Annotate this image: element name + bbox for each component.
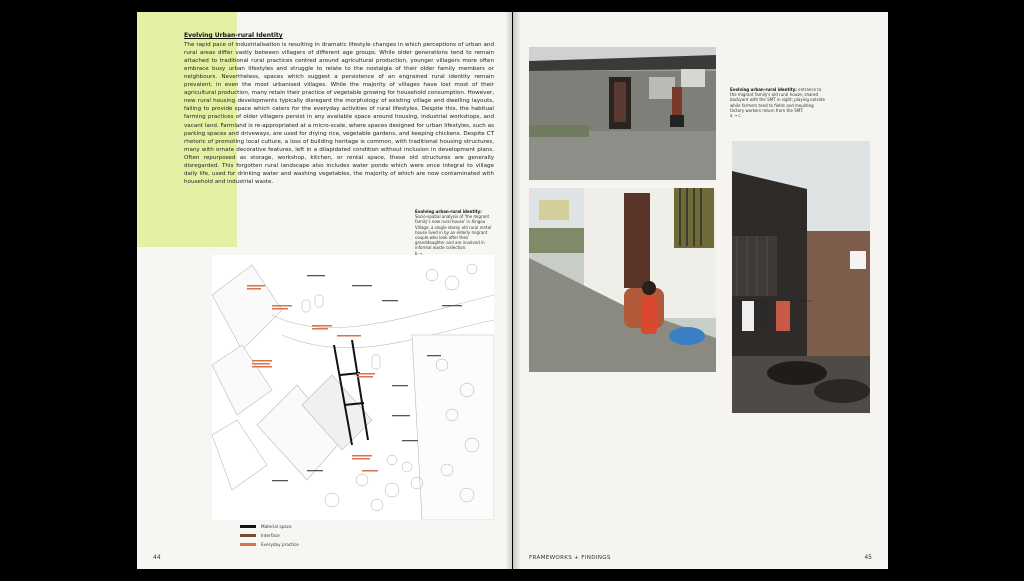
caption-site-plan: Evolving urban-rural identity: Socio-spatial analysis of 'the migrant family's new rural house' in Xingou Village, a single storey old rural rental house lived in by an elderly migrant couple who look after their granddaughter and are involved in informal waste collection. b → <box>415 209 492 256</box>
left-page <box>137 12 512 569</box>
essay-column <box>184 32 494 186</box>
right-page <box>513 12 888 569</box>
essay-body: The rapid pace of industrialisation is resulting in dramatic lifestyle changes in which perceptions of urban and rural areas differ vastly between villagers of different age groups. While older generations tend to remain attached to traditional rural practices centred around agricultural production, younger villagers more often embrace busy urban lifestyles and struggle to relate to the nostalgia of their older family members or neighbours. Nevertheless, spaces which suggest a persistence of an engrained rural identity remain prevalent, in even the most urbanised villages. While the majority of villages have lost most of their agricultural production, many retain their practice of vegetable growing for household consumption. However, new rural housing developments typically disregard the morphology of existing village and dwelling layouts, failing to provide space which caters for the everyday activities of rural lifestyles. Despite this, the habitual farming practices of older villagers persist in any available space around housing, industrial workshops, and vacant land. Farmland is re-appropriated at a micro-scale, where spaces designed for urban lifestyles, such as parking spaces and driveways, are used for drying rice, vegetable gardens, and keeping chickens. Despite CT rhetoric of promoting local culture, a loss of building heritage is common, with traditional housing structures, many with ornate decorative features, left in a dilapidated condition without inclusion in development plans. Often repurposed as storage, workshop, kitchen, or rental space, these old structures are generally disregarded. This forgotten rural landscape also includes water ponds which were once integral to village daily life, used for drinking water and washing vegetables, the majority of which are now contaminated with household and industrial waste. <box>184 42 494 185</box>
photo-house-entrance <box>529 47 716 180</box>
legend-swatch-practice <box>240 543 256 546</box>
book-gutter <box>505 12 521 569</box>
page-number-left: 44 <box>153 554 161 561</box>
photo-backyard-laundry <box>732 141 870 413</box>
caption-top-marker: a → c <box>730 113 741 119</box>
legend-swatch-material <box>240 525 256 528</box>
legend-item-practice: Everyday practice <box>240 540 299 549</box>
plan-legend <box>240 522 299 549</box>
legend-swatch-interface <box>240 534 256 537</box>
running-footer: FRAMEWORKS + FINDINGS <box>529 555 611 561</box>
legend-item-interface: Interface <box>240 531 299 540</box>
page-number-right: 45 <box>864 554 872 561</box>
site-plan-diagram <box>212 255 494 520</box>
site-plan-svg <box>212 255 494 520</box>
caption-mid-marker: b → <box>415 250 423 256</box>
caption-top: Evolving urban-rural identity: entrance to the migrant family's old rural house; shared backyard with the SMT in sight; playing outside while farmers tend to fields and moulding factory workers return from the SMT. a → c <box>730 87 825 119</box>
legend-item-material: Material space <box>240 522 299 531</box>
photo-child-washing <box>529 188 716 372</box>
section-heading: Evolving Urban-rural Identity <box>184 32 283 39</box>
